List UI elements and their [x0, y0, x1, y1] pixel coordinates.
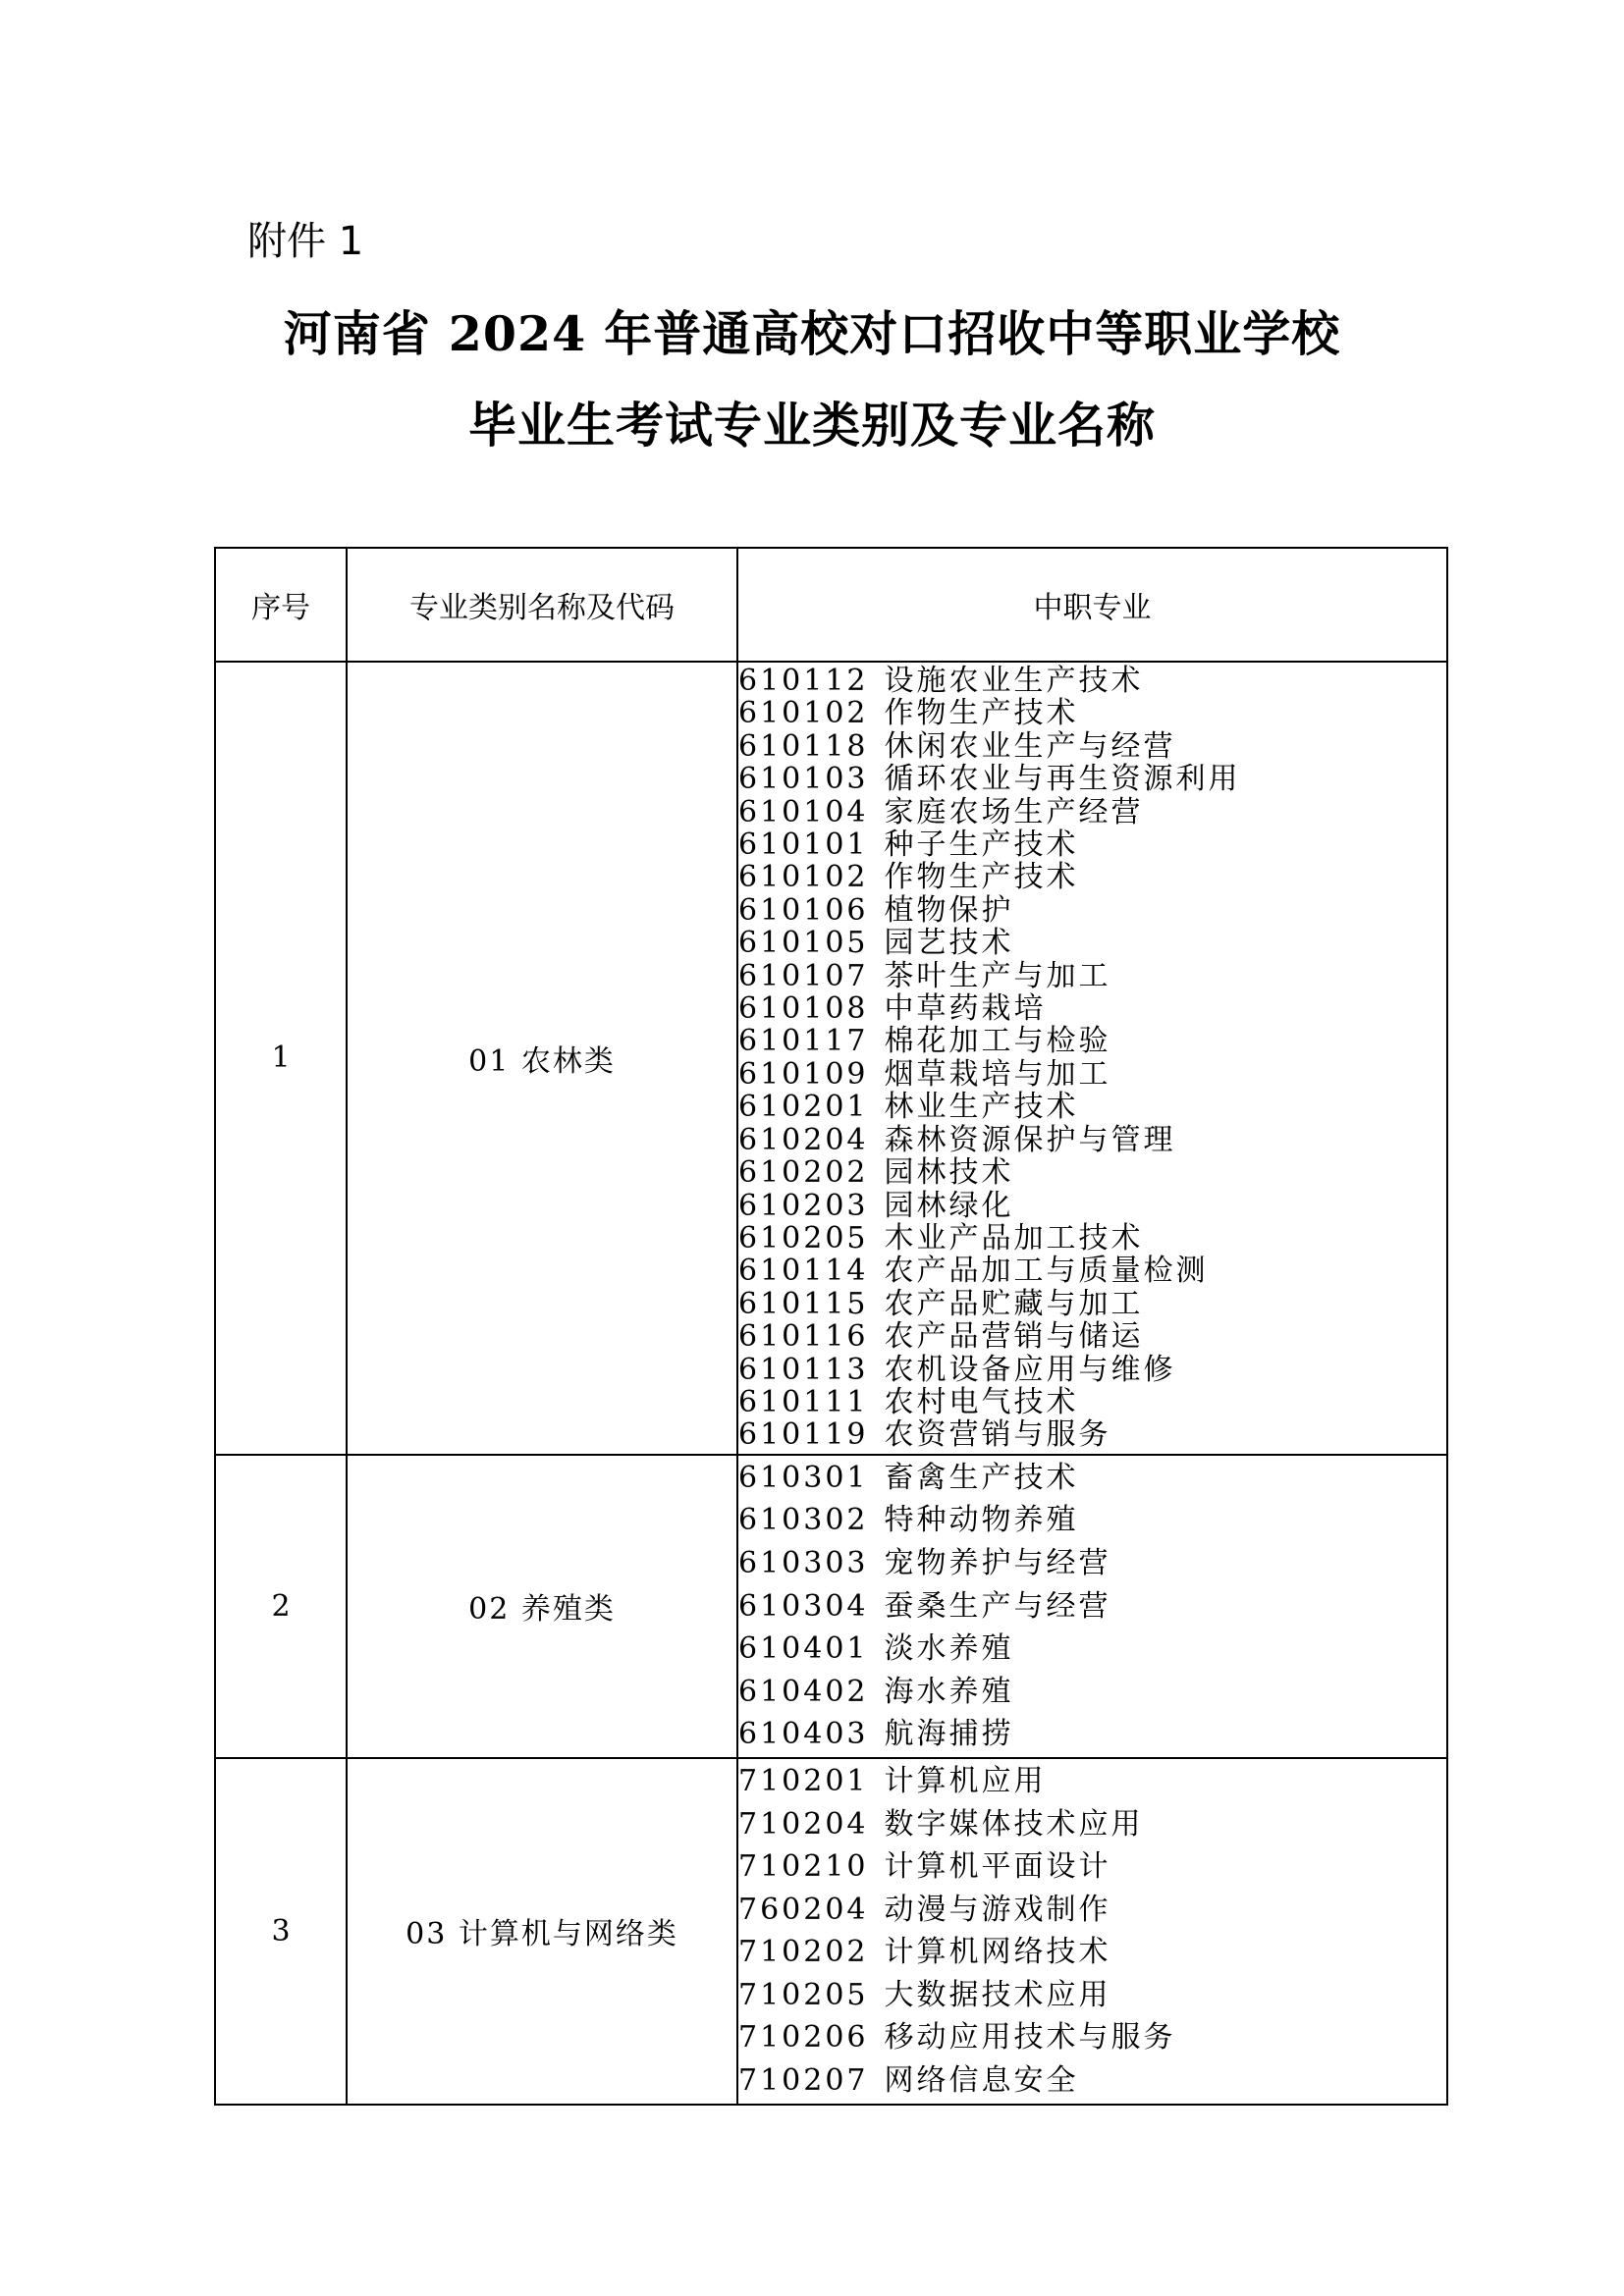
major-item: [738, 1058, 1446, 1091]
major-item: [738, 1889, 1446, 1932]
header-majors: 中职专业: [737, 548, 1447, 662]
major-item: [738, 1025, 1446, 1057]
major-code: 610114: [738, 1254, 869, 1289]
major-name: 农资营销与服务: [884, 1417, 1111, 1453]
row-majors-list: [737, 1455, 1447, 1758]
row-seq: 2: [215, 1455, 347, 1758]
major-code: 610107: [738, 958, 869, 993]
major-item: [738, 861, 1446, 893]
major-code: 710202: [738, 1935, 869, 1970]
major-code: 610102: [738, 860, 869, 895]
row-category: 02 养殖类: [347, 1455, 737, 1758]
major-name: 移动应用技术与服务: [884, 2020, 1176, 2056]
major-item: [738, 1124, 1446, 1156]
major-code: 610109: [738, 1056, 869, 1092]
major-code: 760204: [738, 1892, 869, 1927]
major-code: 610103: [738, 762, 869, 797]
major-item: [738, 665, 1446, 697]
major-code: 610119: [738, 1417, 869, 1453]
major-name: 农机设备应用与维修: [884, 1352, 1176, 1387]
major-item: [738, 927, 1446, 959]
major-code: 610101: [738, 828, 869, 863]
row-seq: 1: [215, 662, 347, 1455]
table-row: [215, 662, 1447, 1455]
major-name: 中草药栽培: [884, 991, 1047, 1027]
major-name: 农产品贮藏与加工: [884, 1286, 1144, 1321]
major-item: [738, 1974, 1446, 2017]
major-code: 710210: [738, 1849, 869, 1885]
major-item: [738, 1845, 1446, 1889]
major-item: [738, 2016, 1446, 2059]
major-code: 610113: [738, 1352, 869, 1387]
major-item: [738, 2059, 1446, 2103]
major-item: [738, 960, 1446, 992]
header-seq: 序号: [215, 548, 347, 662]
major-name: 木业产品加工技术: [884, 1220, 1144, 1255]
major-name: 农产品营销与储运: [884, 1319, 1144, 1355]
major-code: 610302: [738, 1503, 869, 1538]
document-title-line-2: 毕业生考试专业类别及专业名称: [467, 397, 1156, 454]
major-item: [738, 992, 1446, 1025]
major-name: 大数据技术应用: [884, 1977, 1111, 2012]
major-item: [738, 763, 1446, 795]
major-code: 610108: [738, 991, 869, 1027]
major-name: 森林资源保护与管理: [884, 1122, 1176, 1157]
major-item: [738, 1671, 1446, 1714]
major-code: 610204: [738, 1122, 869, 1157]
major-item: [738, 894, 1446, 927]
major-item: [738, 730, 1446, 763]
major-name: 烟草栽培与加工: [884, 1056, 1111, 1092]
major-name: 畜禽生产技术: [884, 1460, 1079, 1495]
major-name: 种子生产技术: [884, 828, 1079, 863]
major-name: 休闲农业生产与经营: [884, 728, 1176, 764]
major-name: 淡水养殖: [884, 1631, 1014, 1667]
major-name: 宠物养护与经营: [884, 1545, 1111, 1580]
major-name: 动漫与游戏制作: [884, 1892, 1111, 1927]
major-code: 610401: [738, 1631, 869, 1667]
major-code: 610203: [738, 1188, 869, 1223]
major-code: 610112: [738, 664, 869, 698]
major-code: 610402: [738, 1674, 869, 1709]
major-item: [738, 1190, 1446, 1222]
table-header-row: [215, 548, 1447, 662]
major-item: [738, 1931, 1446, 1974]
major-name: 设施农业生产技术: [884, 664, 1144, 698]
major-code: 710206: [738, 2020, 869, 2056]
attachment-label: 附件 1: [247, 219, 364, 264]
major-item: [738, 1542, 1446, 1585]
major-code: 610118: [738, 728, 869, 764]
major-code: 710201: [738, 1763, 869, 1798]
major-code: 710204: [738, 1806, 869, 1842]
major-item: [738, 1255, 1446, 1287]
major-item: [738, 1222, 1446, 1255]
major-name: 作物生产技术: [884, 696, 1079, 731]
major-code: 610105: [738, 926, 869, 961]
major-name: 林业生产技术: [884, 1090, 1079, 1125]
major-item: [738, 697, 1446, 729]
major-code: 610115: [738, 1286, 869, 1321]
major-item: [738, 1156, 1446, 1189]
major-item: [738, 1091, 1446, 1123]
major-name: 海水养殖: [884, 1674, 1014, 1709]
row-seq: 3: [215, 1758, 347, 2105]
major-item: [738, 1418, 1446, 1451]
major-code: 610202: [738, 1155, 869, 1191]
major-item: [738, 1760, 1446, 1803]
major-name: 特种动物养殖: [884, 1503, 1079, 1538]
major-name: 计算机网络技术: [884, 1935, 1111, 1970]
major-name: 航海捕捞: [884, 1717, 1014, 1752]
major-item: [738, 828, 1446, 861]
major-item: [738, 1803, 1446, 1846]
major-code: 710207: [738, 2063, 869, 2099]
header-category: 专业类别名称及代码: [347, 548, 737, 662]
row-category: 03 计算机与网络类: [347, 1758, 737, 2105]
major-item: [738, 1288, 1446, 1320]
major-code: 610116: [738, 1319, 869, 1355]
row-category: 01 农林类: [347, 662, 737, 1455]
major-name: 网络信息安全: [884, 2063, 1079, 2099]
major-code: 610102: [738, 696, 869, 731]
major-name: 植物保护: [884, 892, 1014, 928]
major-name: 数字媒体技术应用: [884, 1806, 1144, 1842]
major-item: [738, 1320, 1446, 1353]
major-item: [738, 1713, 1446, 1756]
major-code: 610304: [738, 1588, 869, 1624]
row-majors-list: [737, 662, 1447, 1455]
major-category-table: [214, 547, 1448, 2106]
major-code: 610201: [738, 1090, 869, 1125]
major-code: 610117: [738, 1024, 869, 1059]
row-majors-list: [737, 1758, 1447, 2105]
major-code: 610111: [738, 1384, 869, 1419]
major-name: 作物生产技术: [884, 860, 1079, 895]
major-item: [738, 1386, 1446, 1418]
major-name: 计算机平面设计: [884, 1849, 1111, 1885]
major-name: 农村电气技术: [884, 1384, 1079, 1419]
major-item: [738, 1354, 1446, 1386]
major-name: 计算机应用: [884, 1763, 1047, 1798]
major-item: [738, 1499, 1446, 1542]
major-item: [738, 1585, 1446, 1629]
major-code: 610104: [738, 794, 869, 829]
major-code: 610205: [738, 1220, 869, 1255]
major-name: 茶叶生产与加工: [884, 958, 1111, 993]
table-row: [215, 1758, 1447, 2105]
major-name: 家庭农场生产经营: [884, 794, 1144, 829]
document-title-line-1: 河南省 2024 年普通高校对口招收中等职业学校: [283, 305, 1341, 362]
major-code: 610303: [738, 1545, 869, 1580]
table-row: [215, 1455, 1447, 1758]
major-item: [738, 796, 1446, 828]
major-name: 农产品加工与质量检测: [884, 1254, 1209, 1289]
major-code: 610301: [738, 1460, 869, 1495]
major-name: 园林绿化: [884, 1188, 1014, 1223]
major-name: 循环农业与再生资源利用: [884, 762, 1241, 797]
major-code: 710205: [738, 1977, 869, 2012]
major-name: 园林技术: [884, 1155, 1014, 1191]
major-name: 蚕桑生产与经营: [884, 1588, 1111, 1624]
major-item: [738, 1457, 1446, 1500]
major-name: 棉花加工与检验: [884, 1024, 1111, 1059]
major-item: [738, 1628, 1446, 1671]
major-code: 610403: [738, 1717, 869, 1752]
major-code: 610106: [738, 892, 869, 928]
major-name: 园艺技术: [884, 926, 1014, 961]
